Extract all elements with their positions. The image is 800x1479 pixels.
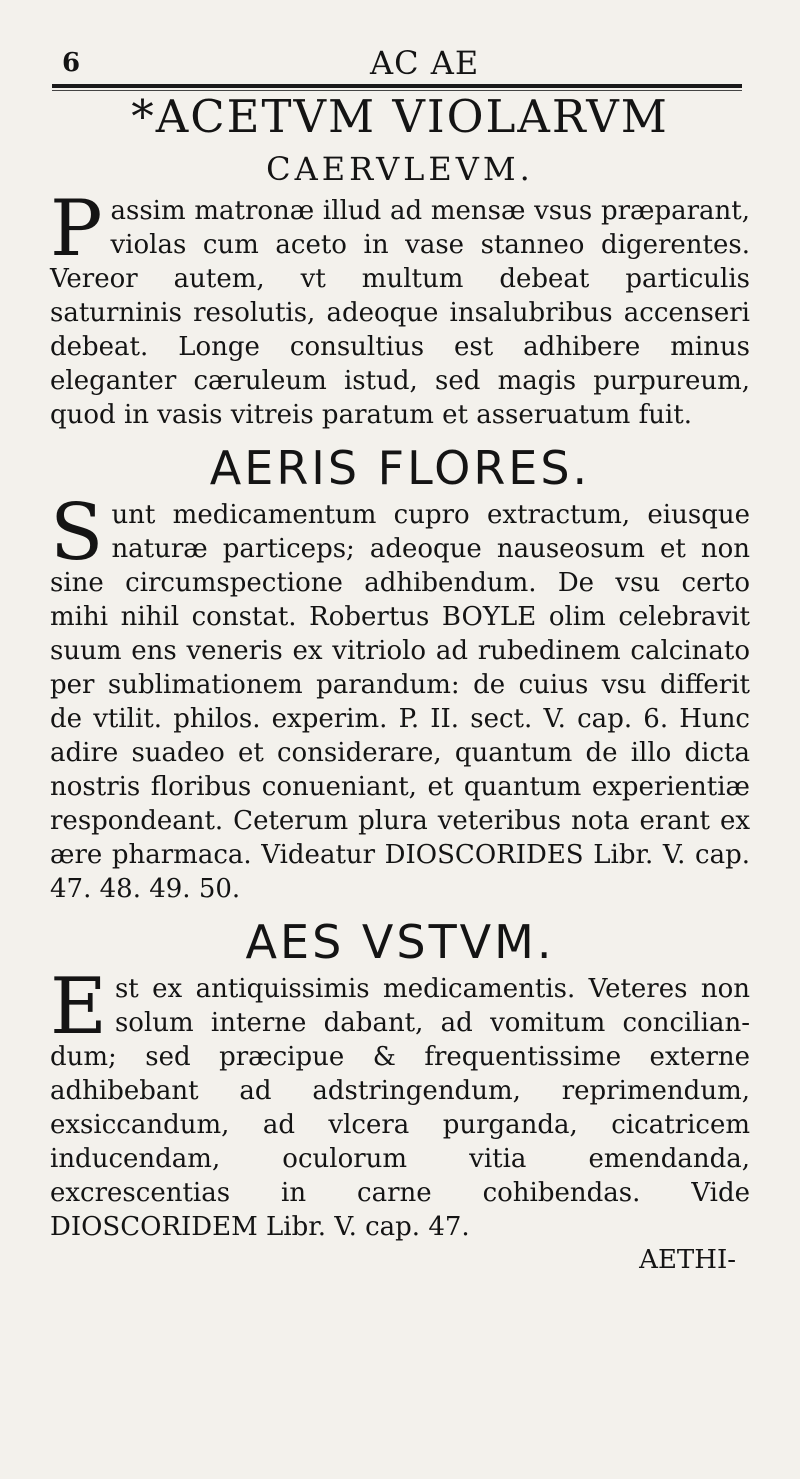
entry-body: unt medicamentum cupro extractum, eiusque naturæ particeps; adeoque nauseosum et non sine circumspectione adhibendum. De vsu certo mihi nihil constat. Robertus BOYLE olim celebravit suum ens veneris ex vitriolo ad rubedinem calcinato per sublimationem parandum: de cuius vsu differit de vtilit. philos. experim. P. II. sect. V. cap. 6. Hunc adire suadeo et considerare, quantum de illo dicta nostris floribus conueniant, et quantum experientiæ respondeant. Ceterum plura veteribus nota erant ex ære pharmaca. Videatur DIOSCORIDES Libr. V. cap. 47. 48. 49. 50.: [50, 500, 750, 904]
entry-subtitle: CAERVLEVM.: [266, 150, 534, 188]
running-head: AC AE: [370, 44, 480, 82]
catchword: AETHI-: [639, 1245, 736, 1275]
entry-body: assim matronæ illud ad mensæ vsus præparant, violas cum aceto in vase stanneo digerentes. Vereor autem, vt multum debeat particulis saturninis resolutis, adeoque insalubribus accenseri debeat. Longe consultius est adhibere minus eleganter cæruleum istud, sed magis purpureum, quod in vasis vitreis paratum et asseruatum fuit.: [50, 196, 750, 430]
drop-capital: E: [50, 962, 107, 1052]
entry-text: [50, 488, 750, 906]
entry-acetum-violarum: [50, 88, 750, 432]
page-header: [52, 44, 742, 84]
entry-title: *ACETVM VIOLARVM: [131, 90, 669, 143]
entry-text: [50, 962, 750, 1244]
entry-title: AERIS FLORES.: [209, 441, 591, 495]
page-number: 6: [62, 48, 81, 78]
page-content: [50, 88, 750, 1276]
entry-title: AES VSTVM.: [245, 915, 555, 969]
entry-aeris-flores: [50, 438, 750, 906]
entry-aes-vstum: [50, 912, 750, 1244]
entry-body: st ex antiquissimis medicamentis. Veteres non solum interne dabant, ad vomitum concilian-dum; sed præcipue & frequentissime externe adhibebant ad adstringendum, reprimendum, exsiccandum, ad vlcera purganda, cicatricem inducendam, oculorum vitia emendanda, excrescentias in carne cohibendas. Vide DIOSCORIDEM Libr. V. cap. 47.: [50, 974, 750, 1242]
drop-capital: P: [50, 184, 103, 274]
drop-capital: S: [50, 488, 104, 578]
entry-text: [50, 184, 750, 432]
